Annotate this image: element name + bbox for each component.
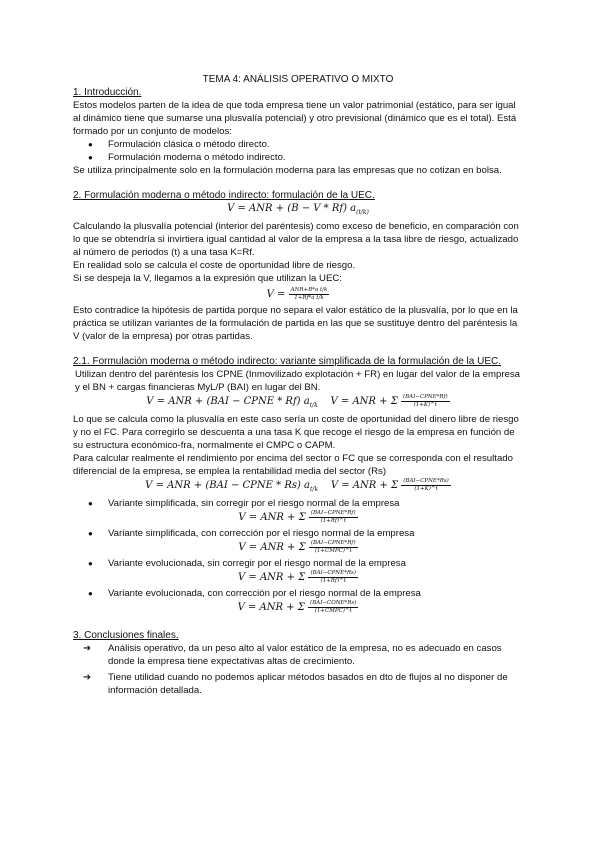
section-2-1-paragraph-2: Lo que se calcula como la plusvalía en este caso sería un coste de oportunidad del dinero libre de riesgo y no el FC. Para corregirlo se descuenta a una tasa K que recoge el riesgo de la empresa en función de su estructura económico-fra, normalmente el CMPC o CAPM. [73, 414, 519, 451]
conclusions-list [73, 642, 523, 697]
list-item: ● Variante simplificada, sin corregir por el riesgo normal de la empresa [88, 498, 400, 509]
arrow-right-icon: ➔ [83, 643, 92, 654]
document-title: TEMA 4: ANÁLISIS OPERATIVO O MIXTO [202, 74, 394, 85]
equation-simplified-rf: V = ANR + (BAI − CPNE * Rf) $a_{t/k}$ V = ANR + Σ $\frac{\text{(BAI−CPNE*Rf)}}{(1+K)\^{}t}$ [146, 394, 448, 409]
bullet-icon: ● [88, 529, 93, 538]
section-3-heading: 3. Conclusiones finales. [73, 630, 179, 641]
section-2-paragraph-4: Esto contradice la hipótesis de partida porque no separa el valor estático de la plusvalía, por lo que en la práctica se utilizan variantes de la formulación de partida en las que se sustituye dentro del paréntesis la V (valor de la empresa) por otras partidas. [73, 305, 518, 342]
section-2-paragraph-1: Calculando la plusvalía potencial (interior del paréntesis) como exceso de beneficio, en comparación con lo que se obtendría si invirtiera igual cantidad al valor de la empresa a la tasa libre de riesgo, actualizado al número de periodos (t) a una tasa K=Rf. [73, 221, 519, 258]
section-2-1-heading: 2.1. Formulación moderna o método indirecto: variante simplificada de la formulación de la UEC. [73, 356, 501, 367]
bullet-icon: ● [88, 499, 93, 508]
section-2-1-paragraph-1: Utilizan dentro del paréntesis los CPNE (Inmovilizado explotación + FR) en lugar del valor de la empresa y el BN + cargas financieras MyL/P (BAI) en lugar del BN. [75, 369, 520, 393]
bullet-icon: ● [88, 589, 93, 598]
arrow-right-icon: ➔ [83, 672, 92, 683]
equation-variant-1: V = ANR + Σ $\frac{\text{(BAI−CPNE*Rf)}}{(1+Rf)\^{}t}$ [238, 510, 356, 524]
list-item: ● Variante evolucionada, sin corregir por el riesgo normal de la empresa [88, 558, 406, 569]
section-2-1-paragraph-3: Para calcular realmente el rendimiento por encima del sector o FC que se corresponda con el resultado diferencial de la empresa, se emplea la rentabilidad media del sector (Rs) [73, 453, 513, 477]
section-1-paragraph-1: Estos modelos parten de la idea de que toda empresa tiene un valor patrimonial (estático, para ser igual al dinámico tiene que sumarse una plusvalía potencial) y otro previsional (dinámico que es el total). Está formado por un conjunto de modelos: [73, 100, 517, 137]
bullet-icon: ● [88, 153, 93, 162]
equation-uec-base: V = ANR + (B − V * Rf) $a_{(t/k)}$ [227, 203, 369, 216]
document-content [73, 73, 523, 700]
bullet-icon: ● [88, 559, 93, 568]
list-item: ● Variante evolucionada, con corrección por el riesgo normal de la empresa [88, 588, 421, 599]
equation-evolved-rs: V = ANR + (BAI − CPNE * Rs) $a_{t/k}$ V = ANR + Σ $\frac{\text{(BAI−CPNE*Rs)}}{(1+K)\^{}t}$ [145, 478, 449, 493]
list-item: ● Variante simplificada, con corrección por el riesgo normal de la empresa [88, 528, 415, 539]
bullet-icon: ● [88, 140, 93, 149]
equation-uec-solved: V = $\frac{\text{ANR+B*a t/k}}{\text{1+Rf*a t/k}}$ [266, 287, 328, 301]
section-1-paragraph-2: Se utiliza principalmente solo en la formulación moderna para las empresas que no cotizan en bolsa. [73, 165, 502, 176]
section-1-heading: 1. Introducción. [73, 87, 142, 98]
list-item: ● Formulación moderna o método indirecto. [88, 152, 286, 163]
list-item: ➔ Tiene utilidad cuando no podemos aplicar métodos basados en dto de flujos al no disponer de información detallada. [83, 672, 508, 696]
section-2-paragraph-2: En realidad solo se calcula el coste de oportunidad libre de riesgo. [73, 260, 356, 271]
section-2-paragraph-3: Si se despeja la V, llegamos a la expresión que utilizan la UEC: [73, 273, 342, 284]
variants-list [73, 497, 523, 510]
equation-variant-2: V = ANR + Σ $\frac{\text{(BAI−CPNE*Rf)}}{\text{(1+CMPC)\textasciicircum{}t}}$ [238, 540, 356, 554]
section-1-bullet-list [73, 138, 523, 164]
equation-variant-4: V = ANR + Σ $\frac{\text{(BAI−CONE*Rs)}}{\text{(1+CMPC)\textasciicircum{}t}}$ [237, 600, 357, 614]
equation-variant-3: V = ANR + Σ $\frac{\text{(BAI−CPNE*Rs)}}{(1+Rf)\^{}t}$ [238, 570, 356, 584]
list-item: ➔ Análisis operativo, da un peso alto al valor estático de la empresa, no es adecuado en casos donde la empresa tiene expectativas altas de crecimiento. [83, 643, 502, 667]
list-item: ● Formulación clásica o método directo. [88, 139, 270, 150]
section-2-heading: 2. Formulación moderna o método indirecto: formulación de la UEC. [73, 190, 375, 201]
